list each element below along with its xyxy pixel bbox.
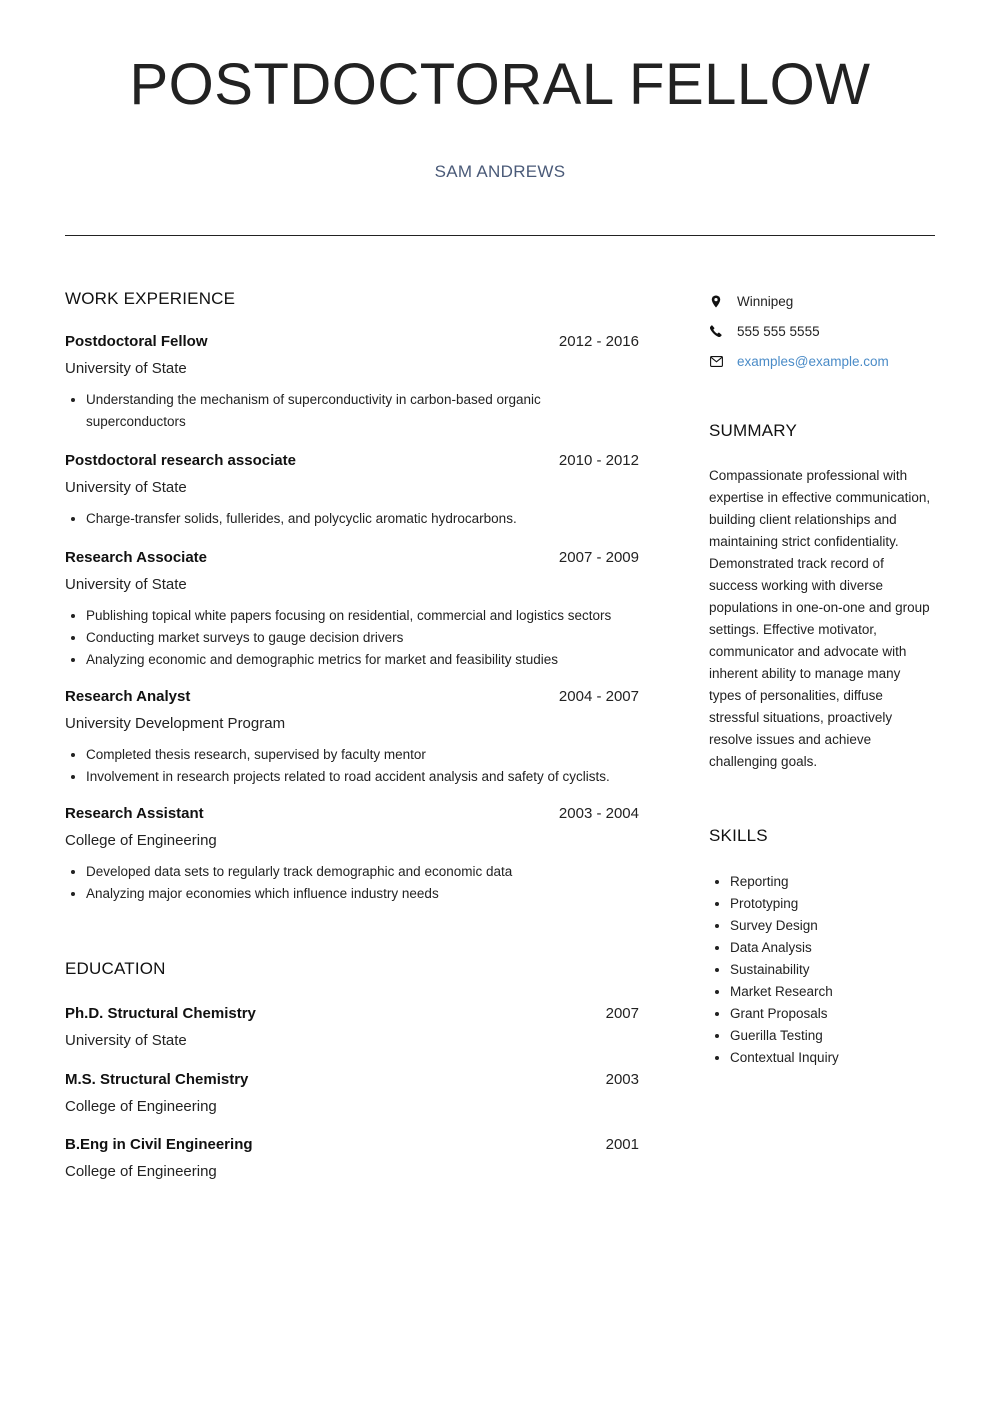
summary-text: Compassionate professional with expertise in effective communication, building client relationships and maintaining strict confidentiality. Demonstrated track record of success working with diverse populations in one-on-one and group settings. Effective motivator, communicator and advocate with inherent ability to manage many types of personalities, diffuse stressful situations, proactively resolve issues and achieve challenging goals. — [709, 468, 931, 769]
work-entry-bullets — [65, 861, 639, 905]
work-entry-bullet: • Analyzing economic and demographic metrics for market and feasibility studies — [86, 649, 639, 671]
skills-heading: SKILLS — [709, 826, 768, 845]
work-entry-org: University Development Program — [65, 715, 286, 732]
skill-item: • Data Analysis — [730, 937, 935, 959]
work-entry-title: Postdoctoral Fellow — [65, 333, 208, 350]
summary-heading: SUMMARY — [709, 421, 797, 440]
education-year: 2001 — [605, 1136, 639, 1153]
education-entry — [65, 1136, 639, 1184]
work-entry — [65, 805, 639, 905]
work-entry-bullet: • Developed data sets to regularly track demographic and economic data — [86, 861, 639, 883]
contact-phone — [709, 316, 935, 346]
education-year: 2007 — [605, 1005, 639, 1022]
work-entry-dates: 2010 - 2012 — [558, 452, 639, 469]
work-entry-bullet: • Understanding the mechanism of superconductivity in carbon-based organic superconductors — [86, 389, 639, 433]
header-divider — [65, 235, 935, 236]
education-school: College of Engineering — [65, 1163, 217, 1180]
work-entry-org: University of State — [65, 479, 187, 496]
map-pin-icon — [709, 294, 723, 308]
education-entry — [65, 1005, 639, 1053]
work-entry-bullet: • Charge-transfer solids, fullerides, and polycyclic aromatic hydrocarbons. — [86, 508, 639, 530]
work-entry-title: Postdoctoral research associate — [65, 452, 296, 469]
work-entry-bullets — [65, 744, 639, 788]
contact-list — [709, 286, 935, 376]
skill-item: • Contextual Inquiry — [730, 1047, 935, 1069]
phone-icon — [709, 324, 723, 338]
work-entry-bullets — [65, 508, 639, 530]
work-entry-bullet: • Involvement in research projects related to road accident analysis and safety of cyclists. — [86, 766, 639, 788]
education-degree: M.S. Structural Chemistry — [65, 1071, 249, 1088]
work-entry-title: Research Analyst — [65, 688, 191, 705]
skill-item: • Prototyping — [730, 893, 935, 915]
work-entry-org: University of State — [65, 576, 187, 593]
work-entry-dates: 2003 - 2004 — [558, 805, 639, 822]
contact-email — [709, 346, 935, 376]
work-entry-org: College of Engineering — [65, 832, 217, 849]
sidebar-column — [709, 286, 935, 1069]
work-experience-heading: WORK EXPERIENCE — [65, 289, 236, 308]
work-experience-list — [65, 333, 639, 905]
work-entry-bullet: • Conducting market surveys to gauge decision drivers — [86, 627, 639, 649]
phone-text: 555 555 5555 — [737, 323, 820, 339]
education-degree: B.Eng in Civil Engineering — [65, 1136, 253, 1153]
education-heading: EDUCATION — [65, 959, 166, 978]
work-entry-bullet: • Completed thesis research, supervised by faculty mentor — [86, 744, 639, 766]
candidate-name: SAM ANDREWS — [434, 162, 566, 181]
education-school: University of State — [65, 1032, 187, 1049]
email-link[interactable]: examples@example.com — [737, 353, 889, 369]
work-entry — [65, 549, 639, 671]
education-degree: Ph.D. Structural Chemistry — [65, 1005, 256, 1022]
job-title: POSTDOCTORAL FELLOW — [129, 52, 871, 117]
skill-item: • Survey Design — [730, 915, 935, 937]
work-entry-bullet: • Publishing topical white papers focusing on residential, commercial and logistics sectors — [86, 605, 639, 627]
education-list — [65, 1005, 639, 1184]
work-entry-bullets — [65, 605, 639, 671]
work-entry-dates: 2007 - 2009 — [558, 549, 639, 566]
skills-list — [709, 871, 935, 1069]
work-entry — [65, 333, 639, 433]
location-text: Winnipeg — [737, 293, 794, 309]
contact-location — [709, 286, 935, 316]
skill-item: • Grant Proposals — [730, 1003, 935, 1025]
work-entry-bullet: • Analyzing major economies which influence industry needs — [86, 883, 639, 905]
work-entry-bullets — [65, 389, 639, 433]
education-year: 2003 — [605, 1071, 639, 1088]
work-entry — [65, 452, 639, 530]
skill-item: • Guerilla Testing — [730, 1025, 935, 1047]
envelope-icon — [709, 354, 723, 368]
skill-item: • Sustainability — [730, 959, 935, 981]
work-entry — [65, 688, 639, 788]
work-entry-dates: 2012 - 2016 — [558, 333, 639, 350]
work-entry-title: Research Assistant — [65, 805, 204, 822]
skill-item: • Market Research — [730, 981, 935, 1003]
skill-item: • Reporting — [730, 871, 935, 893]
education-entry — [65, 1071, 639, 1119]
work-entry-org: University of State — [65, 360, 187, 377]
work-entry-dates: 2004 - 2007 — [558, 688, 639, 705]
work-entry-title: Research Associate — [65, 549, 208, 566]
main-column — [65, 287, 639, 1184]
education-school: College of Engineering — [65, 1098, 217, 1115]
